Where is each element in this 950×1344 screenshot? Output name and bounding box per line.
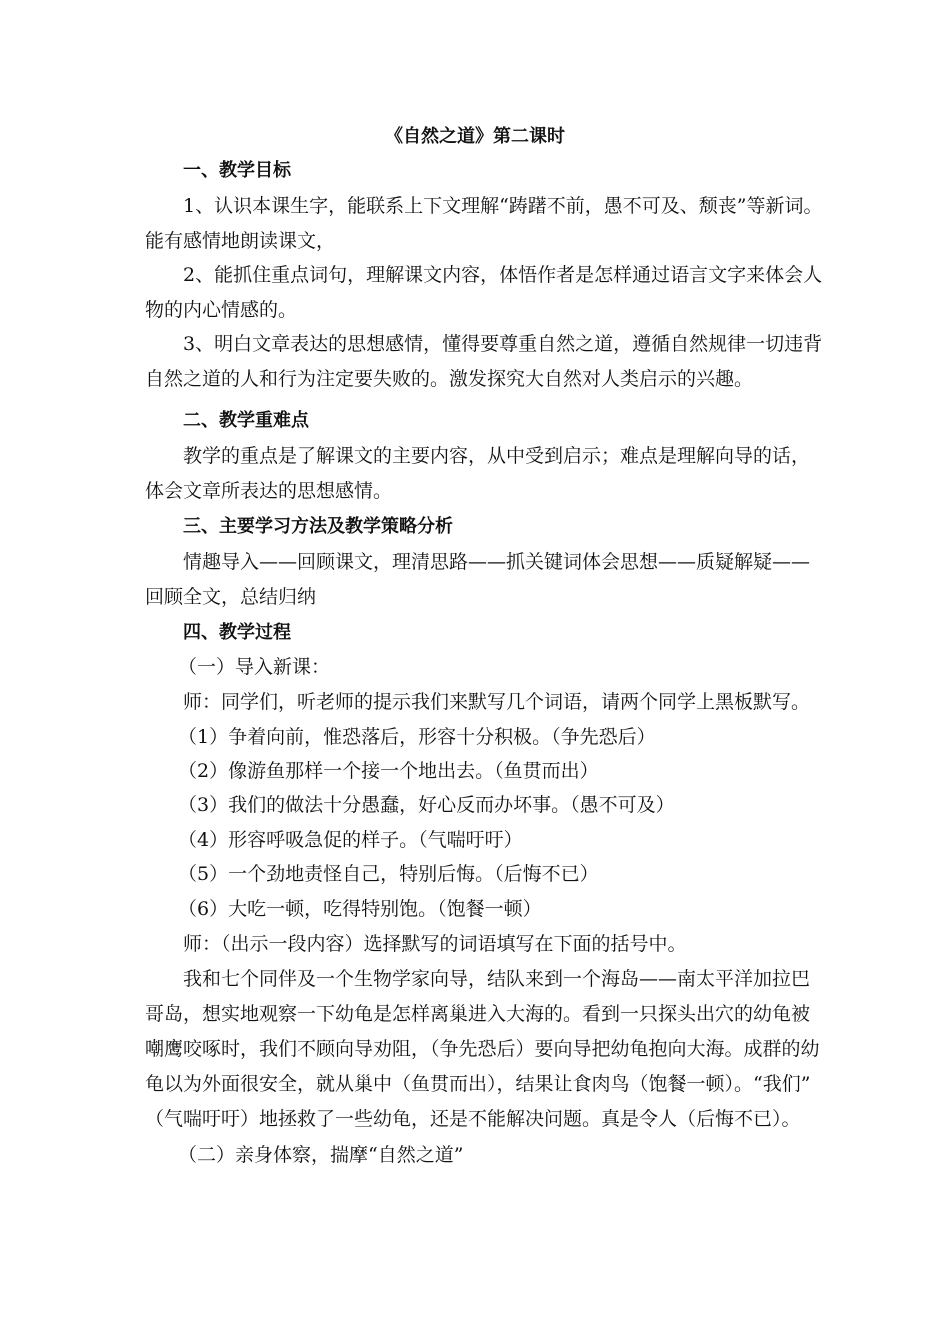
section-heading: 三、主要学习方法及教学策略分析 <box>183 516 453 537</box>
text-line: 情趣导入——回顾课文，理清思路——抓关键词体会思想——质疑解疑—— <box>183 551 811 573</box>
text-line: （一）导入新课： <box>178 656 331 678</box>
text-line: （5）一个劲地责怪自己，特别后悔。（后悔不已） <box>178 863 599 885</box>
text-line: 能有感情地朗读课文， <box>145 230 336 252</box>
text-line: （2）像游鱼那样一个接一个地出去。（鱼贯而出） <box>178 760 599 782</box>
page-title: 《自然之道》第二课时 <box>385 126 565 147</box>
text-line: 我和七个同伴及一个生物学家向导，结队来到一个海岛——南太平洋加拉巴 <box>183 968 811 990</box>
text-line: 1、认识本课生字，能联系上下文理解“踌躇不前，愚不可及、颓丧”等新词。 <box>183 195 823 217</box>
text-line: （1）争着向前，惟恐落后，形容十分积极。（争先恐后） <box>178 726 656 748</box>
text-line: 教学的重点是了解课文的主要内容，从中受到启示；难点是理解向导的话， <box>183 445 811 467</box>
text-line: （气喘吁吁）地拯救了一些幼龟，还是不能解决问题。真是令人（后悔不已）。 <box>145 1108 801 1130</box>
text-line: 物的内心情感的。 <box>145 299 298 321</box>
text-line: 回顾全文，总结归纳 <box>145 586 317 608</box>
text-line: （4）形容呼吸急促的样子。（气喘吁吁） <box>178 829 523 851</box>
text-line: 2、能抓住重点词句，理解课文内容，体悟作者是怎样通过语言文字来体会人 <box>183 264 823 286</box>
section-heading: 二、教学重难点 <box>183 410 309 431</box>
section-heading: 四、教学过程 <box>183 622 291 643</box>
text-line: 体会文章所表达的思想感情。 <box>145 480 393 502</box>
text-line: 龟以为外面很安全，就从巢中（鱼贯而出），结果让食肉鸟（饱餐一顿）。“我们” <box>145 1073 811 1095</box>
text-line: 自然之道的人和行为注定要失败的。激发探究大自然对人类启示的兴趣。 <box>145 368 754 390</box>
text-line: （3）我们的做法十分愚蠢，好心反而办坏事。（愚不可及） <box>178 794 675 816</box>
text-line: （二）亲身体察，揣摩“自然之道” <box>178 1144 464 1166</box>
text-line: 哥岛，想实地观察一下幼龟是怎样离巢进入大海的。看到一只探头出穴的幼龟被 <box>145 1003 811 1025</box>
section-heading: 一、教学目标 <box>183 160 291 181</box>
text-line: 3、明白文章表达的思想感情，懂得要尊重自然之道，遵循自然规律一切违背 <box>183 333 823 355</box>
text-line: （6）大吃一顿，吃得特别饱。（饱餐一顿） <box>178 898 542 920</box>
text-line: 师：同学们，听老师的提示我们来默写几个词语，请两个同学上黑板默写。 <box>183 691 811 713</box>
text-line: 师：（出示一段内容）选择默写的词语填写在下面的括号中。 <box>183 933 687 955</box>
text-line: 嘲鹰咬啄时，我们不顾向导劝阻，（争先恐后）要向导把幼龟抱向大海。成群的幼 <box>145 1038 820 1060</box>
